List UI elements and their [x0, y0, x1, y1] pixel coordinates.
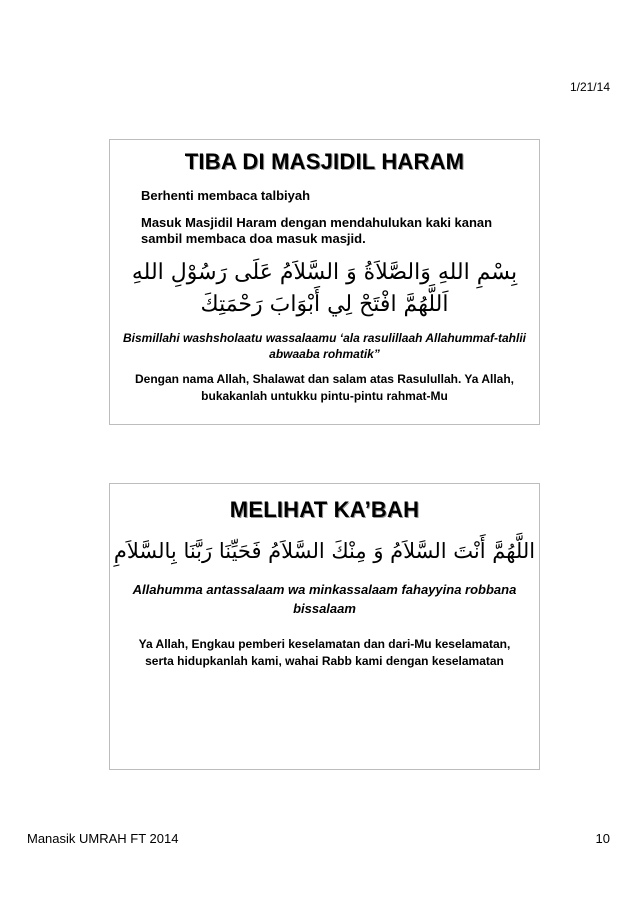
slide-title: TIBA DI MASJIDIL HARAM	[184, 149, 465, 174]
slide-melihat-kabah	[109, 483, 540, 770]
prayer-transliteration: Allahumma antassalaam wa minkassalaam fahayyina robbana bissalaam	[132, 582, 517, 616]
prayer-meaning: Dengan nama Allah, Shalawat dan salam atas Rasulullah. Ya Allah, bukakanlah untukku pintu-pintu rahmat-Mu	[134, 372, 515, 403]
bullet-enter-masjid: Masuk Masjidil Haram dengan mendahulukan kaki kanan sambil membaca doa masuk masjid.	[141, 215, 493, 246]
slide-title: MELIHAT KA’BAH	[229, 497, 420, 522]
arabic-prayer-line-2: اَللَّهُمَّ افْتَحْ لِي أَبْوَابَ رَحْمَتِكَ	[200, 292, 449, 317]
page-date: 1/21/14	[569, 80, 610, 94]
bullet-stop-talbiyah: Berhenti membaca talbiyah	[141, 188, 311, 203]
arabic-prayer-line-1: بِسْمِ اللهِ وَالصَّلاَةُ وَ السَّلاَمُ عَلَى رَسُوْلِ اللهِ	[131, 260, 518, 285]
footer-title: Manasik UMRAH FT 2014	[27, 831, 179, 846]
prayer-transliteration: Bismillahi washsholaatu wassalaamu ‘ala rasulillaah Allahummaf-tahlii abwaaba rohmatik”	[122, 331, 527, 361]
arabic-prayer: اللَّهُمَّ أَنْتَ السَّلاَمُ وَ مِنْكَ السَّلاَمُ فَحَيِّنَا رَبَّنَا بِالسَّلاَمِ	[113, 539, 536, 563]
page-number: 10	[595, 831, 610, 846]
slide-tiba-di-masjidil-haram	[109, 139, 540, 425]
prayer-meaning: Ya Allah, Engkau pemberi keselamatan dan dari-Mu keselamatan, serta hidupkanlah kami, wahai Rabb kami dengan keselamatan	[138, 637, 511, 668]
